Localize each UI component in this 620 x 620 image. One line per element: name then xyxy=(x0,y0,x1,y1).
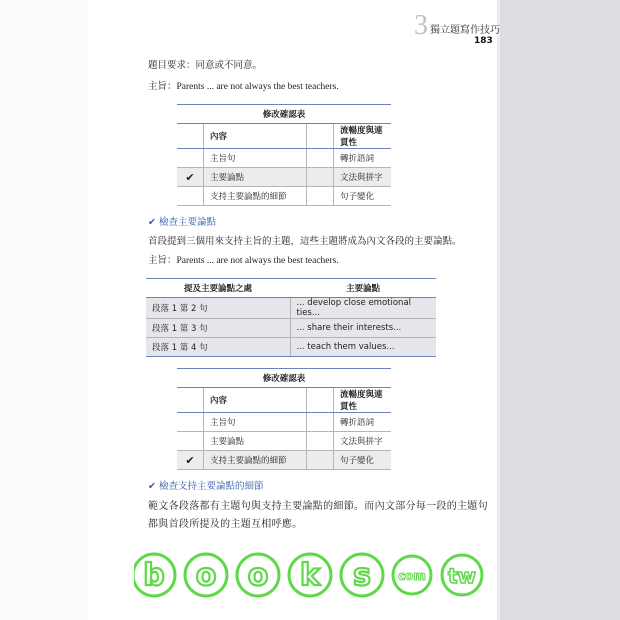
section-heading: ✔ 檢查主要論點 xyxy=(148,217,216,228)
table-row xyxy=(177,149,391,168)
check-mark xyxy=(177,149,204,168)
table-cell: ... develop close emotional ties... xyxy=(290,298,436,319)
table-row xyxy=(177,168,391,187)
table-cell: 段落 1 第 3 句 xyxy=(146,319,290,338)
watermark-com: com xyxy=(398,569,426,583)
watermark-letter: b xyxy=(143,558,165,593)
mark-cell xyxy=(307,124,334,149)
watermark-tw: tw xyxy=(447,564,477,588)
watermark-letter: o xyxy=(195,558,217,593)
table-row xyxy=(146,319,436,338)
column-header: 主要論點 xyxy=(290,279,436,298)
table-cell: ... share their interests... xyxy=(290,319,436,338)
thesis-statement: 主旨：Parents ... are not always the best teachers. xyxy=(148,82,339,92)
table-cell: 句子變化 xyxy=(334,451,392,470)
column-header: 提及主要論點之處 xyxy=(146,279,290,298)
topic-requirement: 題目要求：同意或不同意。 xyxy=(148,61,263,71)
check-mark xyxy=(177,187,204,206)
column-header: 流暢度與連貫性 xyxy=(334,388,392,413)
mark-cell xyxy=(307,388,334,413)
mark-cell xyxy=(307,187,334,206)
table-row xyxy=(146,298,436,319)
table-row xyxy=(146,338,436,357)
table-row xyxy=(177,451,391,470)
table-cell: 文法與拼字 xyxy=(334,168,392,187)
table-cell: 主旨句 xyxy=(204,149,307,168)
revision-table xyxy=(177,368,391,470)
table-cell: ... teach them values... xyxy=(290,338,436,357)
table-cell: 段落 1 第 4 句 xyxy=(146,338,290,357)
main-points-table xyxy=(146,278,436,357)
right-margin-band xyxy=(500,0,620,620)
mark-cell xyxy=(177,124,204,149)
mark-cell xyxy=(307,432,334,451)
revision-table-title: 修改確認表 xyxy=(177,369,391,388)
watermark-letter: k xyxy=(300,558,320,593)
chapter-title: 獨立題寫作技巧 xyxy=(430,25,500,36)
table-cell: 支持主要論點的細節 xyxy=(204,187,307,206)
revision-table xyxy=(177,104,391,206)
column-header: 流暢度與連貫性 xyxy=(334,124,392,149)
table-cell: 文法與拼字 xyxy=(334,432,392,451)
chapter-number: 3 xyxy=(414,10,428,41)
paragraph-line: 範文各段落都有主題句與支持主要論點的細節。而內文部分每一段的主題句 xyxy=(148,501,488,512)
table-cell: 主要論點 xyxy=(204,168,307,187)
mark-cell xyxy=(177,388,204,413)
table-cell: 支持主要論點的細節 xyxy=(204,451,307,470)
table-row xyxy=(177,413,391,432)
table-cell: 段落 1 第 2 句 xyxy=(146,298,290,319)
mark-cell xyxy=(307,413,334,432)
watermark-letter: o xyxy=(247,558,269,593)
check-mark xyxy=(177,432,204,451)
mark-cell xyxy=(307,149,334,168)
table-row xyxy=(177,187,391,206)
check-mark: ✔ xyxy=(177,168,204,187)
thesis-statement: 主旨：Parents ... are not always the best teachers. xyxy=(148,256,339,266)
books-com-tw-watermark xyxy=(134,540,494,610)
table-cell: 轉折語詞 xyxy=(334,413,392,432)
check-mark xyxy=(177,413,204,432)
mark-cell xyxy=(307,168,334,187)
table-cell: 句子變化 xyxy=(334,187,392,206)
paragraph: 首段提到三個用來支持主旨的主題，這些主題將成為內文各段的主要論點。 xyxy=(148,237,462,247)
watermark-letter: s xyxy=(353,558,371,593)
table-cell: 主要論點 xyxy=(204,432,307,451)
page-number: 183 xyxy=(474,36,493,46)
section-heading: ✔ 檢查支持主要論點的細節 xyxy=(148,481,264,492)
revision-table-title: 修改確認表 xyxy=(177,105,391,124)
column-header: 內容 xyxy=(204,124,307,149)
check-mark: ✔ xyxy=(177,451,204,470)
column-header: 內容 xyxy=(204,388,307,413)
table-cell: 轉折語詞 xyxy=(334,149,392,168)
table-cell: 主旨句 xyxy=(204,413,307,432)
mark-cell xyxy=(307,451,334,470)
paragraph-line: 都與首段所提及的主題互相呼應。 xyxy=(148,519,303,530)
table-row xyxy=(177,432,391,451)
